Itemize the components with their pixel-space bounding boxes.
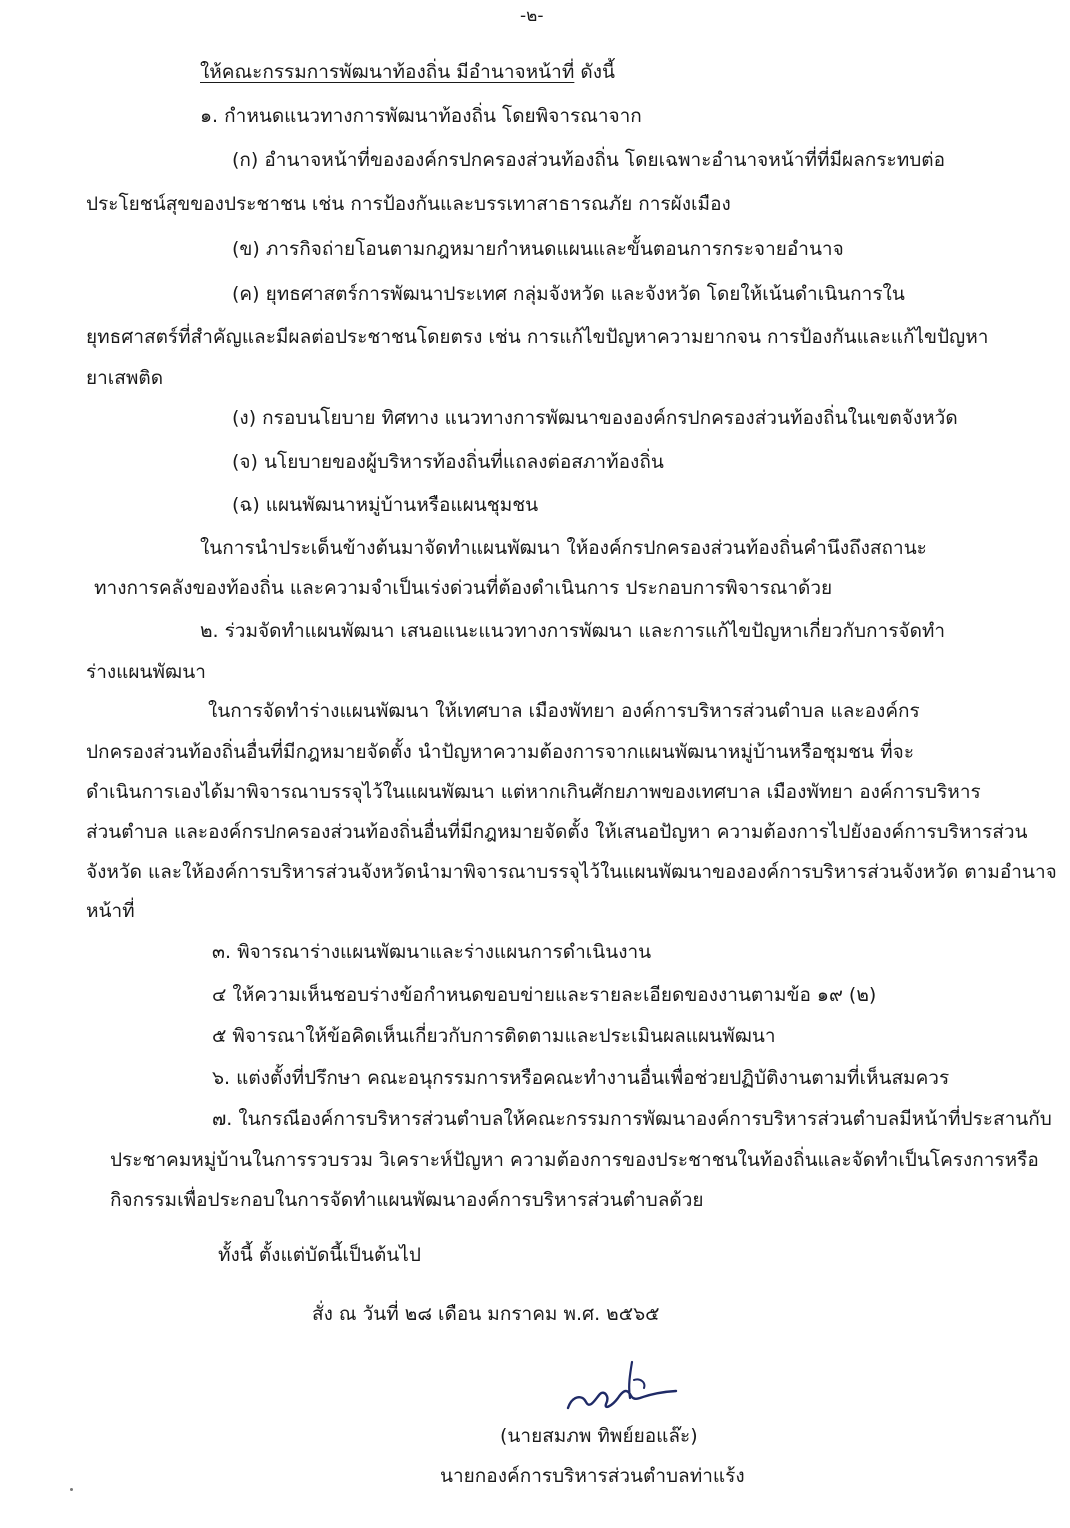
signature-image [560,1358,680,1418]
effective-statement: ทั้งนี้ ตั้งแต่บัดนี้เป็นต้นไป [218,1244,421,1266]
heading [200,60,615,84]
paragraph-line: (ง) กรอบนโยบาย ทิศทาง แนวทางการพัฒนาขององค์กรปกครองส่วนท้องถิ่นในเขตจังหวัด [232,407,958,429]
heading-rest: ดังนี้ [580,61,616,83]
paragraph-line: กิจกรรมเพื่อประกอบในการจัดทำแผนพัฒนาองค์การบริหารส่วนตำบลด้วย [110,1189,704,1211]
signatory-position: นายกองค์การบริหารส่วนตำบลท่าแร้ง [440,1465,745,1487]
paragraph-line: ดำเนินการเองได้มาพิจารณาบรรจุไว้ในแผนพัฒนา แต่หากเกินศักยภาพของเทศบาล เมืองพัทยา องค์การบริหาร [86,781,981,803]
paragraph-line: ปกครองส่วนท้องถิ่นอื่นที่มีกฎหมายจัดตั้ง นำปัญหาความต้องการจากแผนพัฒนาหมู่บ้านหรือชุมชน ที่จะ [86,741,915,763]
paragraph-line: ๒. ร่วมจัดทำแผนพัฒนา เสนอแนะแนวทางการพัฒนา และการแก้ไขปัญหาเกี่ยวกับการจัดทำ [200,620,946,642]
scan-speck [70,1488,73,1491]
paragraph-line: (ฉ) แผนพัฒนาหมู่บ้านหรือแผนชุมชน [232,494,539,516]
paragraph-line: ๕ พิจารณาให้ข้อคิดเห็นเกี่ยวกับการติดตามและประเมินผลแผนพัฒนา [212,1025,776,1047]
page-number: -๒- [520,6,544,26]
paragraph-line: (ข) ภารกิจถ่ายโอนตามกฎหมายกำหนดแผนและขั้นตอนการกระจายอำนาจ [232,238,844,260]
paragraph-line: ในการนำประเด็นข้างต้นมาจัดทำแผนพัฒนา ให้องค์กรปกครองส่วนท้องถิ่นคำนึงถึงสถานะ [200,537,927,559]
paragraph-line: ๔ ให้ความเห็นชอบร่างข้อกำหนดขอบข่ายและรายละเอียดของงานตามข้อ ๑๙ (๒) [212,984,877,1006]
paragraph-line: (จ) นโยบายของผู้บริหารท้องถิ่นที่แถลงต่อสภาท้องถิ่น [232,451,664,473]
paragraph-line: ส่วนตำบล และองค์กรปกครองส่วนท้องถิ่นอื่นที่มีกฎหมายจัดตั้ง ให้เสนอปัญหา ความต้องการไปยังองค์การบริหารส่วน [86,821,1028,843]
paragraph-line: ในการจัดทำร่างแผนพัฒนา ให้เทศบาล เมืองพัทยา องค์การบริหารส่วนตำบล และองค์กร [208,700,920,722]
paragraph-line: ๓. พิจารณาร่างแผนพัฒนาและร่างแผนการดำเนินงาน [212,941,652,963]
paragraph-line: (ก) อำนาจหน้าที่ขององค์กรปกครองส่วนท้องถิ่น โดยเฉพาะอำนาจหน้าที่ที่มีผลกระทบต่อ [232,149,946,171]
signatory-name: (นายสมภพ ทิพย์ยอแล๊ะ) [500,1425,698,1447]
heading-underlined: ให้คณะกรรมการพัฒนาท้องถิ่น มีอำนาจหน้าที่ [200,61,575,83]
paragraph-line: ๑. กำหนดแนวทางการพัฒนาท้องถิ่น โดยพิจารณาจาก [200,105,642,127]
paragraph-line: จังหวัด และให้องค์การบริหารส่วนจังหวัดนำมาพิจารณาบรรจุไว้ในแผนพัฒนาขององค์การบริหารส่วนจังหวัด ตามอำนาจ [86,861,1057,883]
paragraph-line: ประชาคมหมู่บ้านในการรวบรวม วิเคราะห์ปัญหา ความต้องการของประชาชนในท้องถิ่นและจัดทำเป็นโครงการหรือ [110,1149,1039,1171]
paragraph-line: ประโยชน์สุขของประชาชน เช่น การป้องกันและบรรเทาสาธารณภัย การผังเมือง [86,193,731,215]
paragraph-line: ๖. แต่งตั้งที่ปรึกษา คณะอนุกรรมการหรือคณะทำงานอื่นเพื่อช่วยปฏิบัติงานตามที่เห็นสมควร [212,1067,950,1089]
paragraph-line: ยุทธศาสตร์ที่สำคัญและมีผลต่อประชาชนโดยตรง เช่น การแก้ไขปัญหาความยากจน การป้องกันและแก้ไขปัญหา [86,326,989,348]
paragraph-line: ร่างแผนพัฒนา [86,661,206,683]
order-date: สั่ง ณ วันที่ ๒๘ เดือน มกราคม พ.ศ. ๒๕๖๕ [312,1303,660,1325]
paragraph-line: ๗. ในกรณีองค์การบริหารส่วนตำบลให้คณะกรรมการพัฒนาองค์การบริหารส่วนตำบลมีหน้าที่ประสานกับ [212,1108,1052,1130]
paragraph-line: (ค) ยุทธศาสตร์การพัฒนาประเทศ กลุ่มจังหวัด และจังหวัด โดยให้เน้นดำเนินการใน [232,283,905,305]
paragraph-line: หน้าที่ [86,900,135,922]
paragraph-line: ทางการคลังของท้องถิ่น และความจำเป็นเร่งด่วนที่ต้องดำเนินการ ประกอบการพิจารณาด้วย [94,577,833,599]
paragraph-line: ยาเสพติด [86,367,164,389]
